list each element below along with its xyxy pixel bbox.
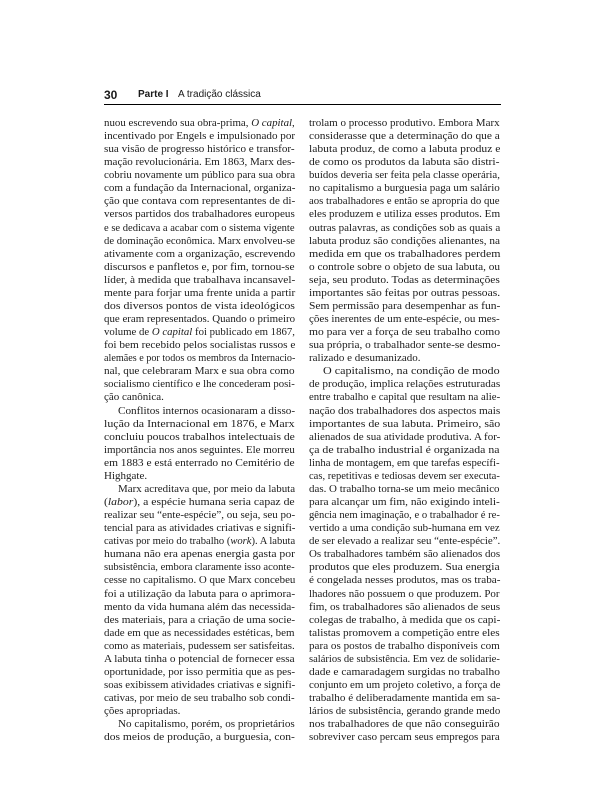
text-line: para os postos de trabalho disponíveis com (309, 639, 500, 652)
text-line: O capitalismo, na condição de modo (323, 365, 500, 378)
text-line: ativamente com a organização, escrevendo (104, 247, 296, 260)
text-line: com a fundação da Internacional, organiza- (104, 182, 296, 195)
text-line: cas, repetitivas e tediosas devem ser executa- (309, 469, 500, 482)
text-line: humana não era apenas energia gasta por (104, 548, 295, 561)
text-line: considerasse que a determinação do que a (309, 130, 500, 143)
text-line: e se dedicava a acabar com o sistema vigente (104, 221, 295, 234)
text-line: dade em que as necessidades estéticas, bem (104, 626, 295, 639)
text-line: dos meios de produção, a burguesia, con- (104, 731, 295, 744)
text-line: dos diversos pontos de vista ideológicos (104, 299, 295, 312)
text-line: mente para forjar uma frente unida a partir (104, 286, 296, 299)
text-line: colegas de trabalho, à medida que os capi- (309, 613, 501, 626)
text-line: lução da Internacional em 1876, e Marx (104, 417, 295, 430)
text-line: em 1883 e está enterrado no Cemitério de (104, 456, 295, 469)
text-line: cativas por meio do trabalho (work). A labuta (104, 535, 296, 548)
text-line: é congelada nesses produtos, mas os traba- (309, 574, 501, 587)
text-line: tencial para as atividades criativas e signifi- (104, 522, 296, 535)
text-line: labuta produz são condições alienantes, na (309, 234, 500, 247)
text-line: alemães e por todos os membros da Internacio- (104, 352, 296, 365)
text-line: realizar seu “ente-espécie”, ou seja, seu po- (104, 509, 296, 522)
text-line: entre trabalho e capital que resultam na alie- (309, 391, 501, 404)
text-line: aos trabalhadores e então se apropria do que (309, 195, 500, 208)
text-line: versos partidos dos trabalhadores europeus (104, 208, 295, 221)
text-line: (labor), a espécie humana seria capaz de (104, 496, 295, 509)
text-line: salários de subsistência. Em vez de solidarie- (309, 652, 500, 665)
text-line: dade e camaradagem surgidas no trabalho (309, 665, 500, 678)
text-line: oportunidade, por isso permitia que as pes- (104, 665, 296, 678)
text-line: seja, seu produto. Todas as determinações (309, 273, 500, 286)
text-line: outras palavras, as condições sob as quais a (309, 221, 501, 234)
text-line: A labuta tinha o potencial de fornecer essa (104, 652, 295, 665)
text-line: lários de subsistência, gerando grande medo (309, 705, 501, 718)
text-line: linha de montagem, em que tarefas específi- (309, 456, 500, 469)
text-line: medida em que os trabalhadores perdem (309, 247, 501, 260)
text-line: soas exibissem atividades criativas e signifi- (104, 679, 296, 691)
text-line: de como os produtos da labuta são distri- (309, 156, 500, 169)
text-line: ça de trabalho industrial é organizada na (309, 443, 500, 456)
part-label: Parte I (138, 89, 169, 100)
text-line: concluiu poucos trabalhos intelectuais de (104, 430, 295, 443)
text-line: importância nos anos seguintes. Ele morreu (104, 443, 295, 456)
header-rule (104, 104, 501, 105)
text-line: socialismo científico e lhe concederam posi- (104, 378, 295, 391)
text-line: No capitalismo, porém, os proprietários (118, 718, 295, 731)
text-line: Highgate. (104, 469, 148, 482)
text-line: mação revolucionária. Em 1863, Marx des- (104, 156, 295, 169)
text-line: fim, os trabalhadores são alienados de seus (309, 600, 501, 613)
text-line: líder, à medida que trabalhava incansavel- (104, 273, 296, 286)
text-line: sobreviver caso percam seus empregos para (309, 731, 500, 744)
text-line: subsistência, embora claramente isso aconte- (104, 561, 295, 574)
text-line: importantes são feitas por outras pessoas. (309, 286, 501, 299)
text-line: de dominação econômica. Marx envolveu-se (104, 234, 296, 247)
text-line: lhadores não possuem o que produzem. Por (309, 587, 500, 600)
text-line: incentivado por Engels e impulsionado por (104, 130, 296, 143)
text-line: foi bem recebido pelos socialistas russos e (104, 339, 296, 352)
text-line: como as materiais, pudessem ser satisfeitas. (104, 639, 295, 652)
text-line: gência nem imaginação, e o trabalhador é re- (309, 509, 500, 522)
text-line: cesse no capitalismo. O que Marx concebeu (104, 574, 296, 587)
section-title: A tradição clássica (178, 89, 261, 100)
text-line: Os trabalhadores também são alienados dos (309, 548, 501, 561)
text-line: de produção, implica relações estruturadas (309, 378, 501, 391)
text-line: ção que contava com representantes de di- (104, 195, 296, 208)
text-line: sua própria, o trabalhador sente-se desmo- (309, 339, 501, 352)
text-line: talistas promovem a competição entre eles (309, 626, 500, 639)
text-line: trabalho é deliberadamente mantida em sa- (309, 692, 501, 705)
text-line: nuou escrevendo sua obra-prima, O capital, (104, 117, 295, 129)
text-line: volume de O capital foi publicado em 1867, (104, 326, 295, 339)
text-line: ção canônica. (104, 391, 164, 404)
text-line: nação dos trabalhadores dos aspectos mais (309, 404, 501, 417)
text-line: importantes de sua labuta. Primeiro, são (309, 417, 501, 430)
text-line: mento da vida humana além das necessida- (104, 600, 296, 613)
text-line: para alcançar um fim, não exigindo inteli- (309, 496, 500, 509)
text-line: alienados de sua atividade produtiva. A for- (309, 430, 501, 443)
text-line: trolam o processo produtivo. Embora Marx (309, 117, 500, 129)
text-line: vertido a uma condição sub-humana em vez (309, 522, 500, 535)
text-line: foi a utilização da labuta para o aprimora- (104, 587, 296, 600)
text-line: cobriu novamente um público para sua obra (104, 169, 296, 182)
text-line: Marx acreditava que, por meio da labuta (118, 482, 296, 495)
text-line: eles produzem e utiliza esses produtos. Em (309, 208, 501, 221)
text-line: mo para ver a força de seu trabalho como (309, 326, 501, 339)
text-line: nos trabalhadores de que não conseguirão (309, 718, 500, 731)
text-line: labuta produz, de como a labuta produz e (309, 143, 501, 156)
text-line: des materiais, para a criação de uma socie- (104, 613, 296, 626)
text-line: sua visão de progresso histórico e transfor- (104, 143, 295, 156)
text-line: Sem permissão para desempenhar as fun- (309, 299, 501, 312)
text-line: ções inerentes de um ente-espécie, ou mes- (309, 313, 500, 326)
text-line: nal, que celebraram Marx e sua obra como (104, 365, 295, 378)
text-line: conjunto em um projeto coletivo, a força de (309, 679, 501, 691)
text-line: buídos deveria ser feita pela classe operária, (309, 169, 500, 182)
text-line: cativas, por meio de seu trabalho sob condi- (104, 692, 295, 705)
text-line: ções apropriadas. (104, 705, 181, 718)
text-line: Conflitos internos ocasionaram a disso- (118, 404, 296, 417)
text-line: que eram representados. Quando o primeiro (104, 313, 296, 326)
text-line: no capitalismo a burguesia paga um salário (309, 182, 500, 195)
text-line: de ser elevado a realizar seu “ente-espécie”. (309, 535, 501, 548)
text-line: ralizado e desumanizado. (309, 352, 421, 365)
text-line: produtos que eles produzem. Sua energia (309, 561, 500, 574)
text-line: o controle sobre o objeto de sua labuta, ou (309, 260, 501, 273)
text-line: discursos e panfletos e, por fim, tornou-se (104, 260, 295, 273)
text-line: das. O trabalho torna-se um meio mecânico (309, 482, 500, 495)
page-number: 30 (104, 88, 118, 102)
